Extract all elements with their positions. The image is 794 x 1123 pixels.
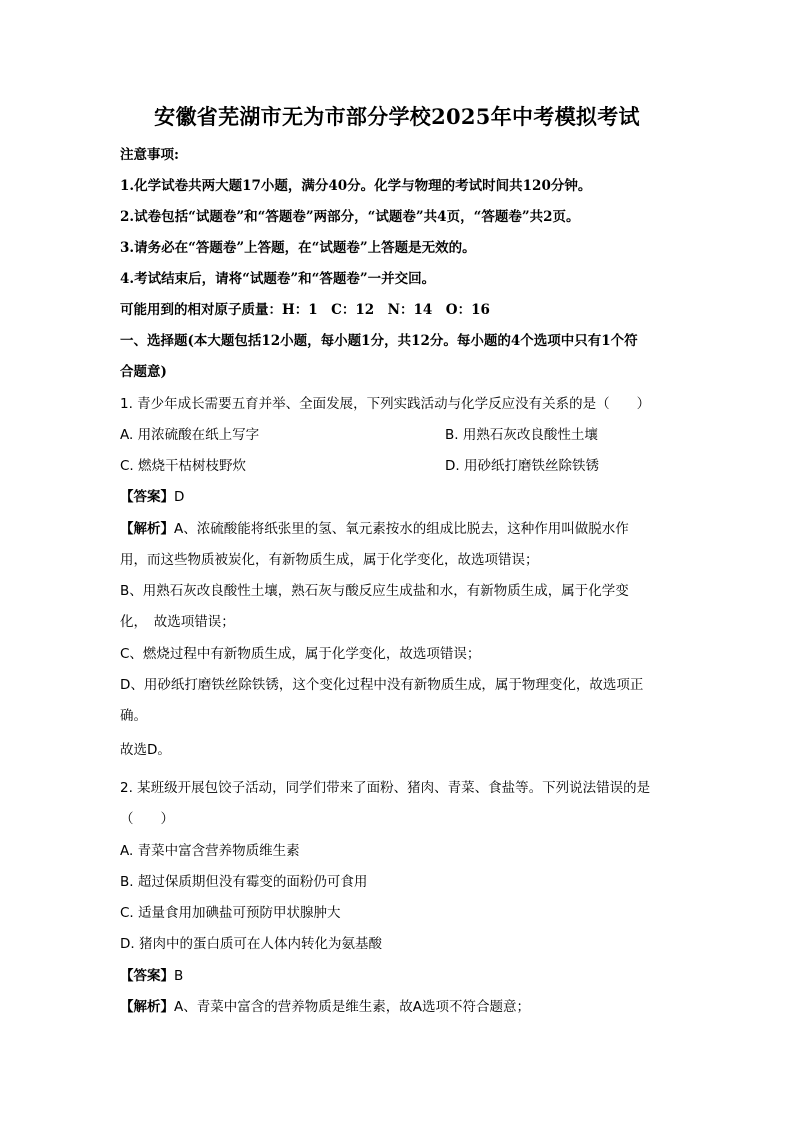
q1-analysis-7: 确。 (120, 708, 147, 724)
notice-item-2: 2.试卷包括“试题卷”和“答题卷”两部分，“试题卷”共4页，“答题卷”共2页。 (120, 209, 580, 225)
q1-conclusion: 故选D。 (120, 742, 171, 758)
q2-analysis-1 (120, 998, 530, 1016)
q1-option-d: D. 用砂纸打磨铁丝除铁锈 (445, 458, 599, 474)
q1-analysis-6: D、用砂纸打磨铁丝除铁锈，这个变化过程中没有新物质生成，属于物理变化，故选项正 (120, 677, 644, 693)
question-2-stem: 2. 某班级开展包饺子活动，同学们带来了面粉、猪肉、青菜、食盐等。下列说法错误的是 (120, 780, 651, 796)
answer-value: D (174, 489, 185, 505)
question-2-stem-cont: （ ） (120, 811, 174, 827)
q1-analysis-5: C、燃烧过程中有新物质生成，属于化学变化，故选项错误； (120, 646, 481, 662)
answer-value: B (174, 968, 184, 984)
analysis-text: A、青菜中富含的营养物质是维生素，故A选项不符合题意； (174, 999, 530, 1015)
question-1-stem: 1. 青少年成长需要五育并举、全面发展，下列实践活动与化学反应没有关系的是（ ） (120, 396, 651, 412)
q2-option-a: A. 青菜中富含营养物质维生素 (120, 843, 300, 859)
page-title: 安徽省芜湖市无为市部分学校2025年中考模拟考试 (154, 104, 640, 129)
q2-option-c: C. 适量食用加碘盐可预防甲状腺肿大 (120, 905, 341, 921)
analysis-text: A、浓硫酸能将纸张里的氢、氧元素按水的组成比脱去，这种作用叫做脱水作 (174, 521, 629, 537)
notice-item-1: 1.化学试卷共两大题17小题，满分40分。化学与物理的考试时间共120分钟。 (120, 178, 592, 194)
q1-option-b: B. 用熟石灰改良酸性土壤 (445, 427, 598, 443)
analysis-tag: 【解析】 (120, 521, 174, 537)
answer-tag: 【答案】 (120, 968, 174, 984)
q1-option-c: C. 燃烧干枯树枝野炊 (120, 458, 247, 474)
q1-option-a: A. 用浓硫酸在纸上写字 (120, 427, 260, 443)
q2-option-b: B. 超过保质期但没有霉变的面粉仍可食用 (120, 874, 368, 890)
notice-item-4: 4.考试结束后，请将“试题卷”和“答题卷”一并交回。 (120, 271, 436, 287)
q2-option-d: D. 猪肉中的蛋白质可在人体内转化为氨基酸 (120, 936, 382, 952)
section-heading-cont: 合题意) (120, 364, 167, 380)
q1-analysis-3: B、用熟石灰改良酸性土壤，熟石灰与酸反应生成盐和水，有新物质生成，属于化学变 (120, 583, 629, 599)
q1-analysis-2: 用，而这些物质被炭化，有新物质生成，属于化学变化，故选项错误； (120, 552, 539, 568)
section-heading: 一、选择题(本大题包括12小题，每小题1分，共12分。每小题的4个选项中只有1个符 (120, 333, 638, 349)
q1-answer (120, 488, 184, 506)
q2-answer (120, 967, 183, 985)
answer-tag: 【答案】 (120, 489, 174, 505)
notice-heading: 注意事项: (120, 147, 179, 163)
notice-item-3: 3.请务必在“答题卷”上答题，在“试题卷”上答题是无效的。 (120, 240, 476, 256)
q1-analysis-4: 化， 故选项错误； (120, 614, 235, 630)
analysis-tag: 【解析】 (120, 999, 174, 1015)
q1-analysis-1 (120, 520, 629, 538)
atomic-mass-line: 可能用到的相对原子质量：H：1 C：12 N：14 O：16 (120, 302, 490, 318)
